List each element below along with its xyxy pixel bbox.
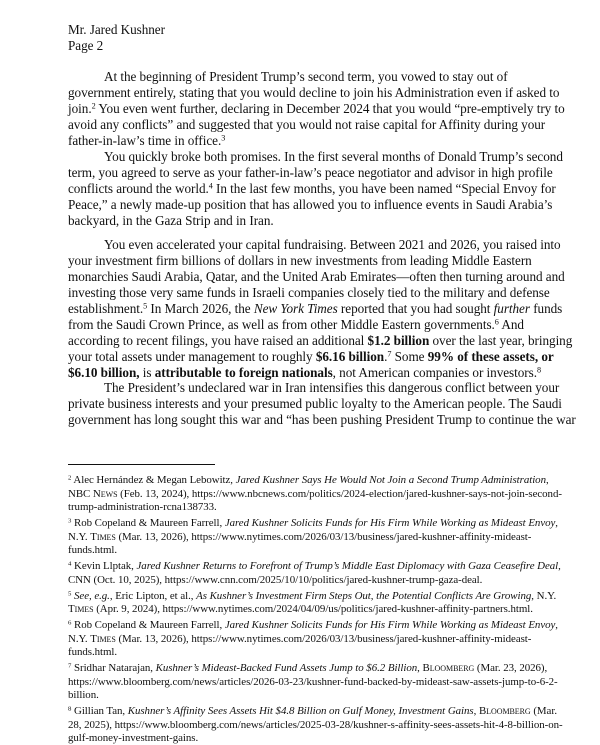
footnote-ref: 4 (68, 560, 72, 568)
footnote-line: 28, 2025), https://www.bloomberg.com/news/articles/2025-03-28/kushner-s-affinity-sees-assets-hit-4-8-billion-on- (68, 719, 563, 731)
paragraph-line: father-in-law’s time in office.$^3$ (68, 133, 226, 148)
footnote-ref: 7 (68, 662, 72, 670)
footnote-line: CNN (Oct. 10, 2025), https://www.cnn.com/2025/10/10/politics/jared-kushner-trump-gaza-deal. (68, 574, 483, 586)
paragraph-line: government has long sought this war and “has been pushing President Trump to continue the war (68, 412, 576, 427)
footnote-ref: 4 (208, 181, 213, 191)
paragraph-line: term, you agreed to serve as your father-in-law’s peace negotiator and advisor in high profile (68, 165, 553, 180)
paragraph-line: $6.10 billion, is attributable to foreign nationals, not American companies or investors.$^8$ (68, 365, 542, 380)
footnote-line: funds.html. (68, 646, 118, 658)
small-caps-text: Times (68, 603, 94, 615)
paragraph-line: your investment firm billions of dollars in new investments from leading Middle Eastern (68, 253, 532, 268)
paragraph-line: your total assets under management to roughly $6.16 billion.$^7$ Some 99% of these assets, or (68, 349, 554, 364)
page-number: Page 2 (68, 38, 104, 53)
italic-text: Jared Kushner Says He Would Not Join a Second Trump Administration (235, 474, 546, 486)
footnote-ref: 6 (68, 619, 72, 627)
small-caps-text: News (92, 488, 118, 500)
footnote-line: $^5$ See, e.g., Eric Lipton, et al., As Kushner’s Investment Firm Steps Out, the Potential Conflicts Are Growing, N.Y. (68, 590, 557, 602)
footnote-ref: 8 (68, 705, 72, 713)
italic-text: further (493, 301, 530, 316)
footnote-line: NBC News (Feb. 13, 2024), https://www.nbcnews.com/politics/2024-election/jared-kushner-says-not-join-second- (68, 488, 562, 500)
footnote-ref: 5 (143, 301, 148, 311)
italic-text: Jared Kushner Returns to Forefront of Trump’s Middle East Diplomacy with Gaza Ceasefire Deal (136, 560, 559, 572)
small-caps-text: Times (90, 633, 116, 645)
paragraph-line: avoid any conflicts” and suggested that you would not raise capital for Affinity during your (68, 117, 546, 132)
footnote-line: funds.html. (68, 544, 118, 556)
footnote-line: $^3$ Rob Copeland & Maureen Farrell, Jared Kushner Solicits Funds for His Firm While Working as Mideast Envoy, (68, 517, 558, 529)
footnote-ref: 2 (68, 474, 72, 482)
italic-text: Jared Kushner Solicits Funds for His Firm While Working as Mideast Envoy (224, 517, 556, 529)
paragraph-line: At the beginning of President Trump’s second term, you vowed to stay out of (104, 69, 508, 84)
footnote-line: $^8$ Gillian Tan, Kushner’s Affinity Sees Assets Hit $4.8 Billion on Gulf Money, Investment Gains, Bloomberg (Mar. (68, 705, 557, 717)
paragraph-line: You quickly broke both promises. In the first several months of Donald Trump’s second (104, 149, 563, 164)
footnote-ref: 2 (91, 101, 96, 111)
footnote-ref: 5 (68, 590, 72, 598)
footnote-ref: 3 (221, 133, 226, 143)
paragraph-line: You even accelerated your capital fundraising. Between 2021 and 2026, you raised into (104, 237, 561, 252)
paragraph-line: The President’s undeclared war in Iran intensifies this dangerous conflict between your (104, 380, 560, 395)
footnote-line: N.Y. Times (Mar. 13, 2026), https://www.nytimes.com/2026/03/13/business/jared-kushner-affinity-mideast- (68, 633, 532, 645)
paragraph-line: monarchies Saudi Arabia, Qatar, and the United Arab Emirates—often then turning around and (68, 269, 565, 284)
paragraph-line: establishment.$^5$ In March 2026, the New York Times reported that you had sought further funds (68, 301, 563, 316)
paragraph-line: Peace,” a newly made-up position that has allowed you to influence events in Saudi Arabia’s (68, 197, 553, 212)
italic-text: See, e.g. (74, 590, 110, 602)
footnote-line: $^2$ Alec Hernández & Megan Lebowitz, Jared Kushner Says He Would Not Join a Second Trump Administration, (68, 474, 549, 486)
footnote-line: gulf-money-investment-gains. (68, 732, 199, 744)
footnote-separator (68, 464, 215, 465)
paragraph-line: private business interests and your presumed public loyalty to the American people. The Saudi (68, 396, 562, 411)
paragraph-line: government entirely, stating that you would decline to join his Administration even if asked to (68, 85, 560, 100)
footnote-line: https://www.bloomberg.com/news/articles/2026-03-23/kushner-fund-backed-by-mideast-saw-assets-jump-to-6-2- (68, 676, 558, 688)
italic-text: Kushner’s Mideast-Backed Fund Assets Jump to $6.2 Billion (155, 662, 418, 674)
footnote-line: billion. (68, 689, 99, 701)
paragraph-line: backyard, in the Gaza Strip and in Iran. (68, 213, 274, 228)
small-caps-text: Times (90, 531, 116, 543)
footnote-ref: 6 (494, 317, 499, 327)
footnote-ref: 8 (536, 365, 542, 375)
bold-text: $1.2 billion (367, 333, 430, 348)
paragraph-line: conflicts around the world.$^4$ In the last few months, you have been named “Special Envoy for (68, 181, 556, 196)
footnote-ref: 3 (68, 517, 72, 525)
paragraph-line: join.$^2$ You even went further, declaring in December 2024 that you would “pre-emptively try to (68, 101, 565, 116)
footnote-line: Times (Apr. 9, 2024), https://www.nytimes.com/2024/04/09/us/politics/jared-kushner-affinity-partners.html. (68, 603, 533, 615)
small-caps-text: Bloomberg (478, 705, 531, 717)
italic-text: New York Times (253, 301, 338, 316)
paragraph-line: investing those very same funds in Israeli companies closely tied to the military and defense (68, 285, 550, 300)
footnote-line: $^7$ Sridhar Natarajan, Kushner’s Mideast-Backed Fund Assets Jump to $6.2 Billion, Bloomberg (Mar. 23, 2026), (68, 662, 548, 674)
bold-text: $6.16 billion (315, 349, 385, 364)
italic-text: Jared Kushner Solicits Funds for His Firm While Working as Mideast Envoy (224, 619, 556, 631)
bold-text: 99% of these assets, or (427, 349, 554, 364)
footnote-line: N.Y. Times (Mar. 13, 2026), https://www.nytimes.com/2026/03/13/business/jared-kushner-affinity-mideast- (68, 531, 532, 543)
bold-text: $6.10 billion, (68, 365, 140, 380)
paragraph-line: from the Saudi Crown Prince, as well as from other Middle Eastern governments.$^6$ And (68, 317, 524, 332)
small-caps-text: Bloomberg (422, 662, 475, 674)
footnote-line: $^6$ Rob Copeland & Maureen Farrell, Jared Kushner Solicits Funds for His Firm While Working as Mideast Envoy, (68, 619, 558, 631)
italic-text: Kushner’s Affinity Sees Assets Hit $4.8 Billion on Gulf Money, Investment Gains (127, 705, 474, 717)
recipient-name: Mr. Jared Kushner (68, 22, 165, 37)
paragraph-line: according to recent filings, you have raised an additional $1.2 billion over the last year, bringing (68, 333, 573, 348)
footnote-ref: 7 (387, 349, 392, 359)
italic-text: As Kushner’s Investment Firm Steps Out, the Potential Conflicts Are Growing (196, 590, 532, 602)
bold-text: attributable to foreign nationals (154, 365, 333, 380)
footnote-line: trump-administration-rcna138733. (68, 501, 217, 513)
footnote-line: $^4$ Kevin Llptak, Jared Kushner Returns to Forefront of Trump’s Middle East Diplomacy with Gaza Ceasefire Deal, (68, 560, 561, 572)
